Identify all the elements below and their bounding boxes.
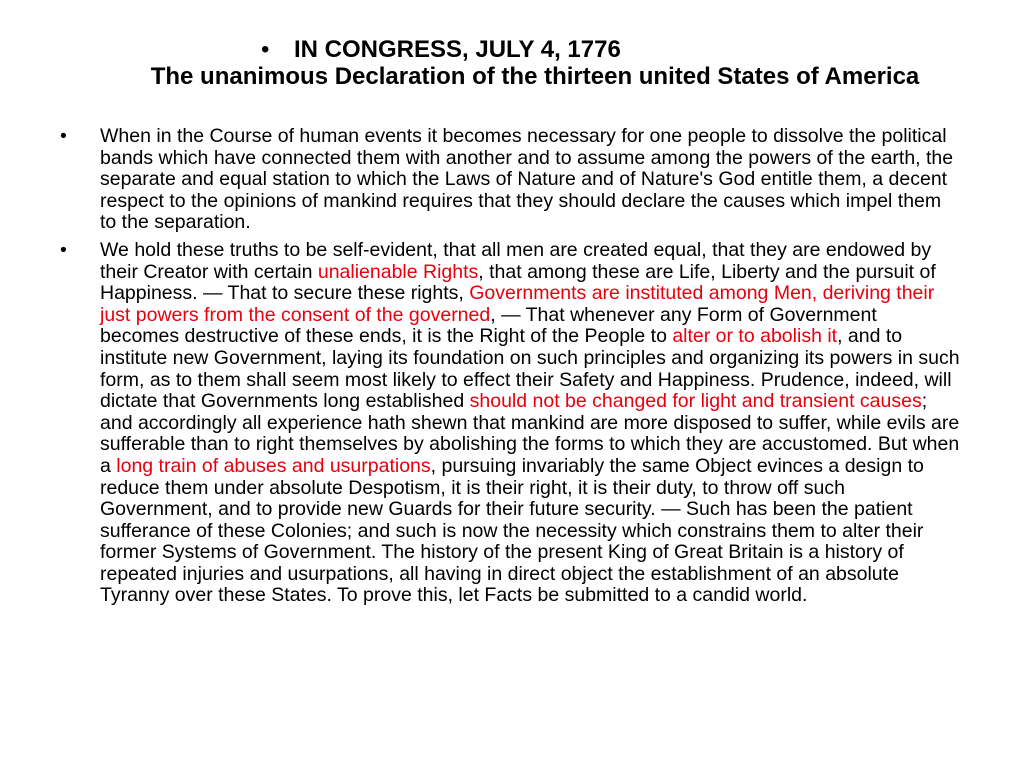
paragraph-text-segment: , pursuing invariably the same Object evinces a design to reduce them under absolute Despotism, it is their right, it is their duty, to throw off such Government, and to provide new Guards for their future security. — Such has been the patient sufferance of these Colonies; and such is now the necessity which constrains them to alter their former Systems of Government. The history of the present King of Great Britain is a history of repeated injuries and usurpations, all having in direct object the establishment of an absolute Tyranny over these States. To prove this, let Facts be submitted to a candid world. xyxy=(100,454,924,607)
paragraph-self-evident-truths xyxy=(60,240,960,607)
highlight-consent-of-governed: Governments are instituted among Men, deriving their just powers from the consent of the governed xyxy=(100,282,935,326)
highlight-unalienable-rights: unalienable Rights xyxy=(317,260,479,283)
title-line-date xyxy=(261,36,940,63)
highlight-alter-or-abolish: alter or to abolish it xyxy=(672,325,838,348)
paragraph-text-segment: ; and accordingly all experience hath shewn that mankind are more disposed to suffer, while evils are sufferable than to right themselves by abolishing the forms to which they are accustomed. But when a xyxy=(100,390,960,477)
bullet-icon: • xyxy=(60,125,67,147)
slide-title xyxy=(130,36,940,90)
title-bullet-icon: • xyxy=(261,36,270,63)
title-line-declaration: The unanimous Declaration of the thirteen united States of America xyxy=(150,63,920,90)
highlight-long-train-of-abuses: long train of abuses and usurpations xyxy=(116,454,431,477)
highlight-not-changed-lightly: should not be changed for light and transient causes xyxy=(469,390,922,413)
paragraph-text-segment: We hold these truths to be self-evident, that all men are created equal, that they are endowed by their Creator with certain xyxy=(100,238,932,283)
title-date-text: IN CONGRESS, JULY 4, 1776 xyxy=(294,36,621,63)
bullet-icon: • xyxy=(60,238,67,261)
paragraph-text: When in the Course of human events it becomes necessary for one people to dissolve the political bands which have connected them with another and to assume among the powers of the earth, the separate and equal station to which the Laws of Nature and of Nature's God entitle them, a decent respect to the opinions of mankind requires that they should declare the causes which impel them to the separation. xyxy=(100,125,954,234)
paragraph-text-segment: , that among these are Life, Liberty and the pursuit of Happiness. — That to secure these rights, xyxy=(100,260,936,305)
paragraph-text-segment: , — That whenever any Form of Government becomes destructive of these ends, it is the Right of the People to xyxy=(100,303,877,348)
paragraph-course-of-human-events xyxy=(60,126,960,234)
body-bullet-list xyxy=(60,126,960,613)
paragraph-text-segment: , and to institute new Government, laying its foundation on such principles and organizing its powers in such form, as to them shall seem most likely to effect their Safety and Happiness. Prudence, indeed, will dictate that Governments long established xyxy=(100,325,960,413)
